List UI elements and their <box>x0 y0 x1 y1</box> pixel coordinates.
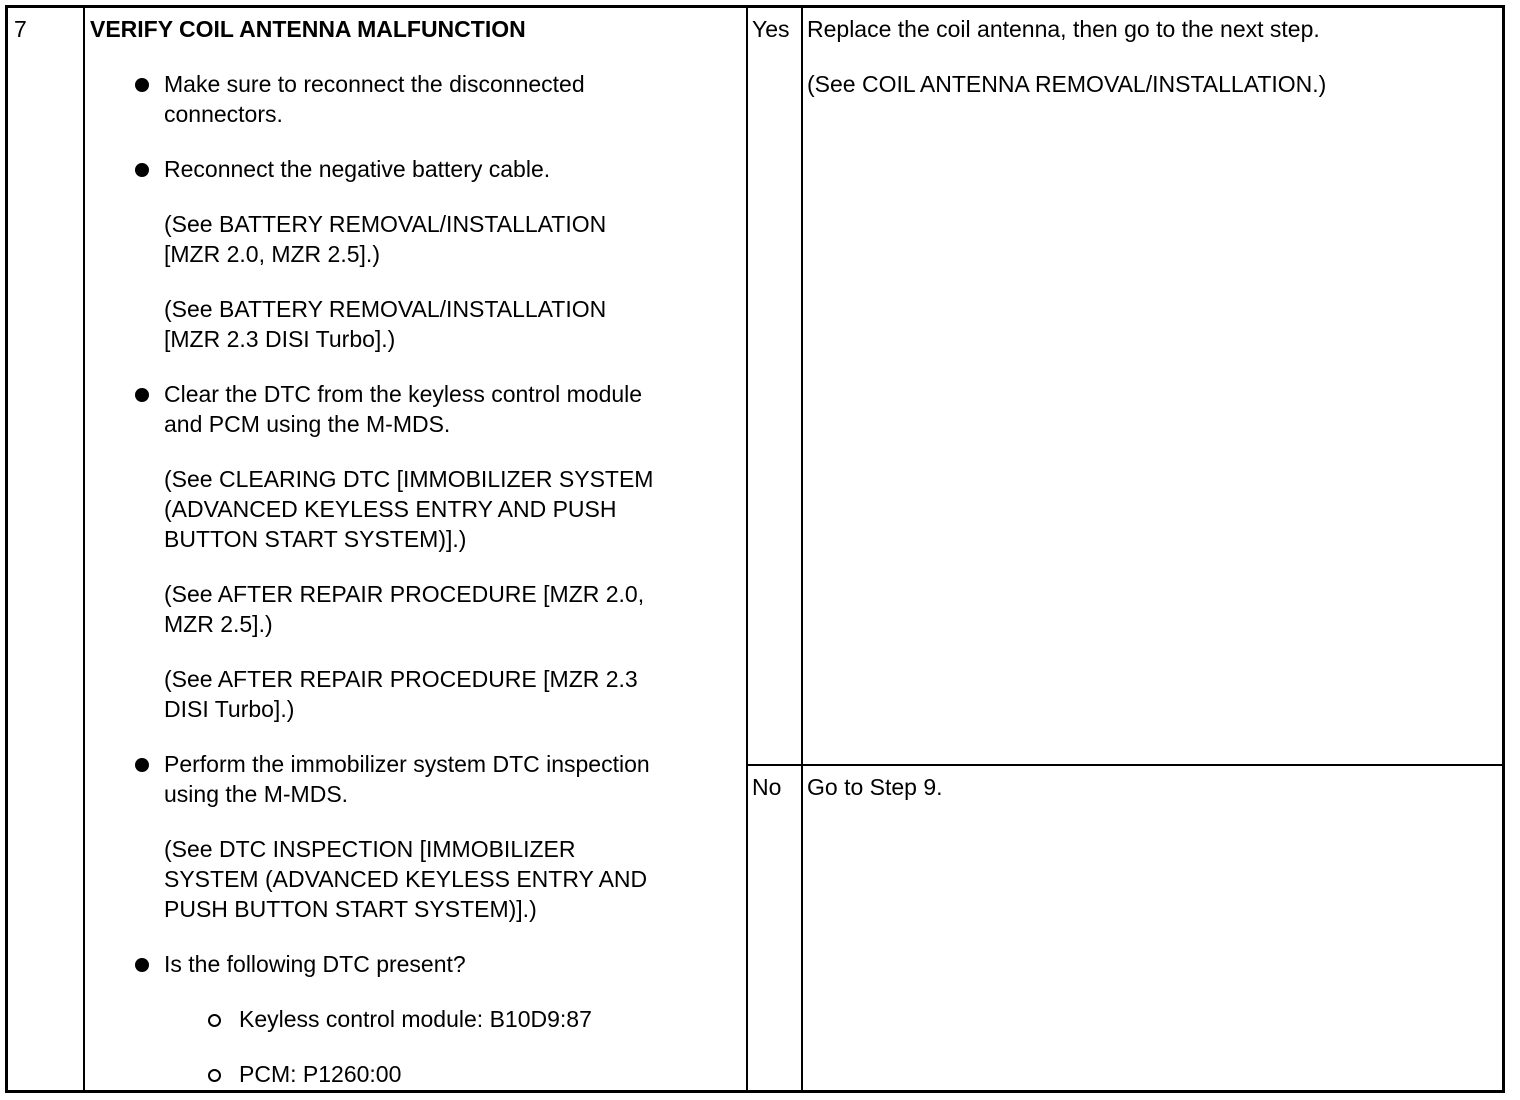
bullet-text: and PCM using the M-MDS. <box>164 411 451 437</box>
reference-text: (See DTC INSPECTION [IMMOBILIZER <box>164 836 576 862</box>
bullet-icon <box>135 758 149 772</box>
row-divider-yes-no <box>746 764 1502 766</box>
reference-text: [MZR 2.0, MZR 2.5].) <box>164 241 380 267</box>
reference-text: (See AFTER REPAIR PROCEDURE [MZR 2.0, <box>164 581 645 607</box>
bullet-icon <box>135 388 149 402</box>
bullet-text: Is the following DTC present? <box>164 951 466 977</box>
bullet-icon <box>135 78 149 92</box>
reference-text: DISI Turbo].) <box>164 696 295 722</box>
dtc-item: Keyless control module: B10D9:87 <box>239 1006 592 1032</box>
yes-action: Replace the coil antenna, then go to the next step. <box>807 16 1320 42</box>
dtc-item: PCM: P1260:00 <box>239 1061 402 1087</box>
reference-text: [MZR 2.3 DISI Turbo].) <box>164 326 396 352</box>
no-label: No <box>752 774 782 800</box>
bullet-text: Clear the DTC from the keyless control module <box>164 381 643 407</box>
bullet-text: using the M-MDS. <box>164 781 349 807</box>
reference-text: BUTTON START SYSTEM)].) <box>164 526 467 552</box>
bullet-text: connectors. <box>164 101 283 127</box>
reference-text: SYSTEM (ADVANCED KEYLESS ENTRY AND <box>164 866 648 892</box>
column-divider-result <box>801 8 803 1090</box>
reference-text: (See BATTERY REMOVAL/INSTALLATION <box>164 296 607 322</box>
step-title: VERIFY COIL ANTENNA MALFUNCTION <box>90 16 526 42</box>
bullet-text: Make sure to reconnect the disconnected <box>164 71 585 97</box>
column-divider-inspection <box>746 8 748 1090</box>
bullet-icon <box>135 958 149 972</box>
procedure-table <box>5 5 1505 1093</box>
reference-text: (See BATTERY REMOVAL/INSTALLATION <box>164 211 607 237</box>
bullet-text: Perform the immobilizer system DTC inspection <box>164 751 650 777</box>
sub-bullet-icon <box>208 1014 221 1027</box>
bullet-icon <box>135 163 149 177</box>
reference-text: (ADVANCED KEYLESS ENTRY AND PUSH <box>164 496 617 522</box>
yes-reference: (See COIL ANTENNA REMOVAL/INSTALLATION.) <box>807 71 1327 97</box>
no-action: Go to Step 9. <box>807 774 943 800</box>
column-divider-step <box>83 8 85 1090</box>
yes-label: Yes <box>752 16 790 42</box>
sub-bullet-icon <box>208 1069 221 1082</box>
reference-text: PUSH BUTTON START SYSTEM)].) <box>164 896 537 922</box>
step-number: 7 <box>14 16 27 42</box>
reference-text: (See CLEARING DTC [IMMOBILIZER SYSTEM <box>164 466 654 492</box>
reference-text: MZR 2.5].) <box>164 611 273 637</box>
bullet-text: Reconnect the negative battery cable. <box>164 156 551 182</box>
reference-text: (See AFTER REPAIR PROCEDURE [MZR 2.3 <box>164 666 638 692</box>
